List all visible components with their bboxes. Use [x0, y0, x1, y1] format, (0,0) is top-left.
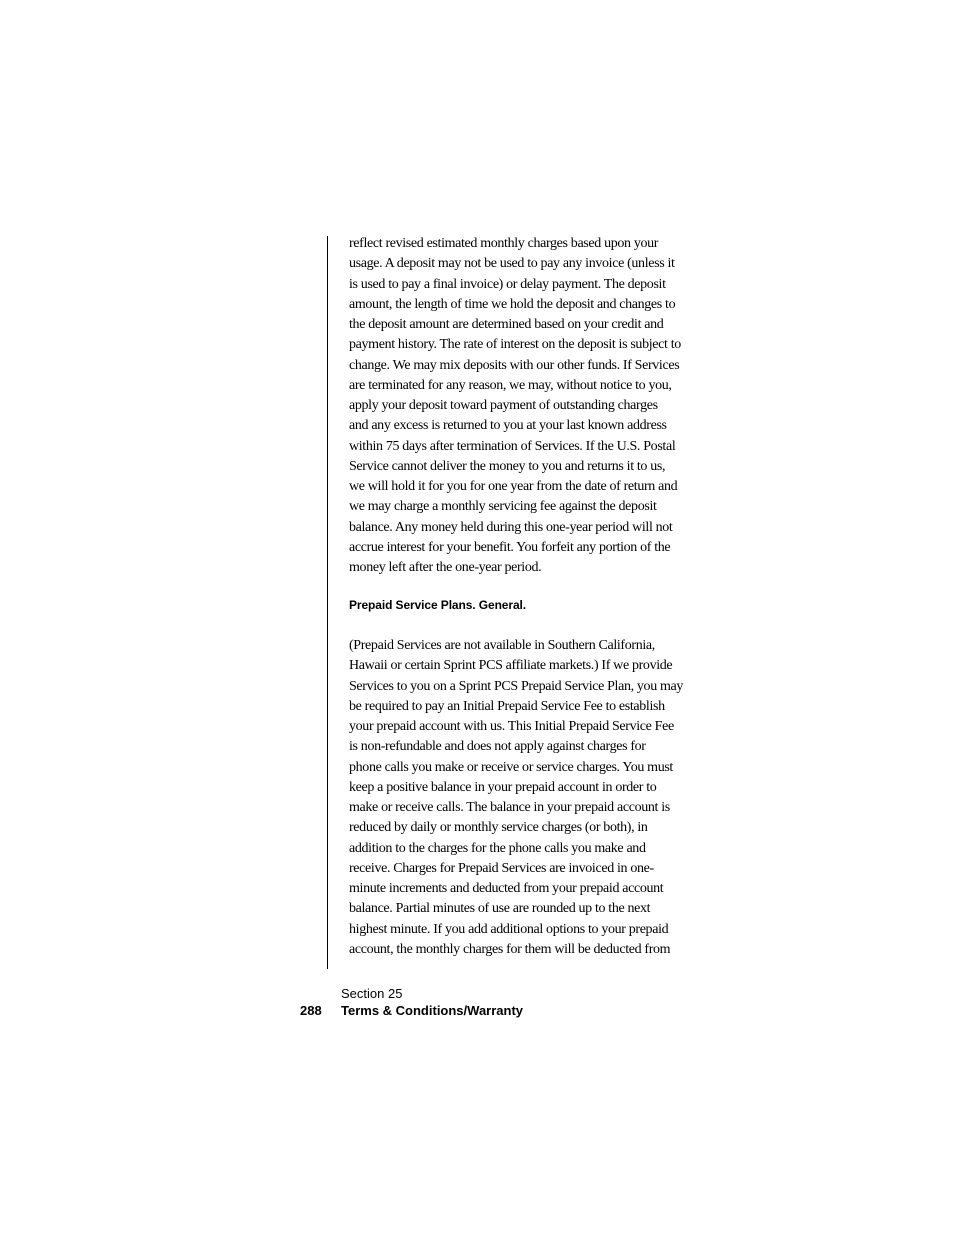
text-line: is used to pay a final invoice) or delay payment. The deposit — [349, 276, 666, 292]
text-line: change. We may mix deposits with our other funds. If Services — [349, 357, 680, 373]
text-line: highest minute. If you add additional options to your prepaid — [349, 921, 669, 937]
text-line: (Prepaid Services are not available in Southern California, — [349, 638, 655, 653]
text-line: apply your deposit toward payment of outstanding charges — [349, 398, 658, 413]
text-line: reflect revised estimated monthly charges based upon your — [349, 236, 659, 251]
text-line: make or receive calls. The balance in your prepaid account is — [349, 800, 670, 815]
footer-title: Terms & Conditions/Warranty — [341, 1003, 524, 1018]
prepaid-paragraph — [349, 636, 684, 960]
text-line: are terminated for any reason, we may, without notice to you, — [349, 377, 672, 393]
text-line: accrue interest for your benefit. You forfeit any portion of the — [349, 539, 671, 555]
text-line: your prepaid account with us. This Initial Prepaid Service Fee — [349, 719, 674, 734]
section-heading: Prepaid Service Plans. General. — [349, 598, 526, 612]
text-line: amount, the length of time we hold the deposit and changes to — [349, 296, 676, 312]
text-line: we will hold it for you for one year from the date of return and — [349, 479, 678, 494]
text-line: money left after the one-year period. — [349, 560, 542, 575]
text-line: usage. A deposit may not be used to pay any invoice (unless it — [349, 256, 675, 272]
text-line: the deposit amount are determined based on your credit and — [349, 317, 664, 332]
text-line: Hawaii or certain Sprint PCS affiliate markets.) If we provide — [349, 658, 673, 674]
margin-rule — [327, 236, 328, 969]
text-line: and any excess is returned to you at your last known address — [349, 418, 667, 434]
text-line: keep a positive balance in your prepaid account in order to — [349, 779, 657, 795]
text-line: reduced by daily or monthly service charges (or both), in — [349, 820, 648, 836]
text-line: account, the monthly charges for them will be deducted from — [349, 941, 671, 957]
text-line: receive. Charges for Prepaid Services are invoiced in one- — [349, 860, 654, 876]
text-line: payment history. The rate of interest on the deposit is subject to — [349, 337, 681, 353]
text-line: balance. Partial minutes of use are rounded up to the next — [349, 901, 651, 917]
deposit-paragraph — [349, 234, 681, 578]
text-line: balance. Any money held during this one-year period will not — [349, 519, 673, 535]
footer-section-label: Section 25 — [341, 986, 403, 1001]
text-line: minute increments and deducted from your prepaid account — [349, 881, 664, 896]
text-line: we may charge a monthly servicing fee against the deposit — [349, 499, 657, 515]
text-line: addition to the charges for the phone calls you make and — [349, 840, 646, 856]
text-line: is non-refundable and does not apply against charges for — [349, 739, 646, 755]
text-line: be required to pay an Initial Prepaid Service Fee to establish — [349, 698, 665, 714]
page-number: 288 — [300, 1003, 322, 1018]
text-line: Service cannot deliver the money to you and returns it to us, — [349, 458, 666, 474]
text-line: within 75 days after termination of Services. If the U.S. Postal — [349, 438, 676, 454]
text-line: phone calls you make or receive or service charges. You must — [349, 759, 673, 775]
text-line: Services to you on a Sprint PCS Prepaid Service Plan, you may — [349, 678, 684, 694]
